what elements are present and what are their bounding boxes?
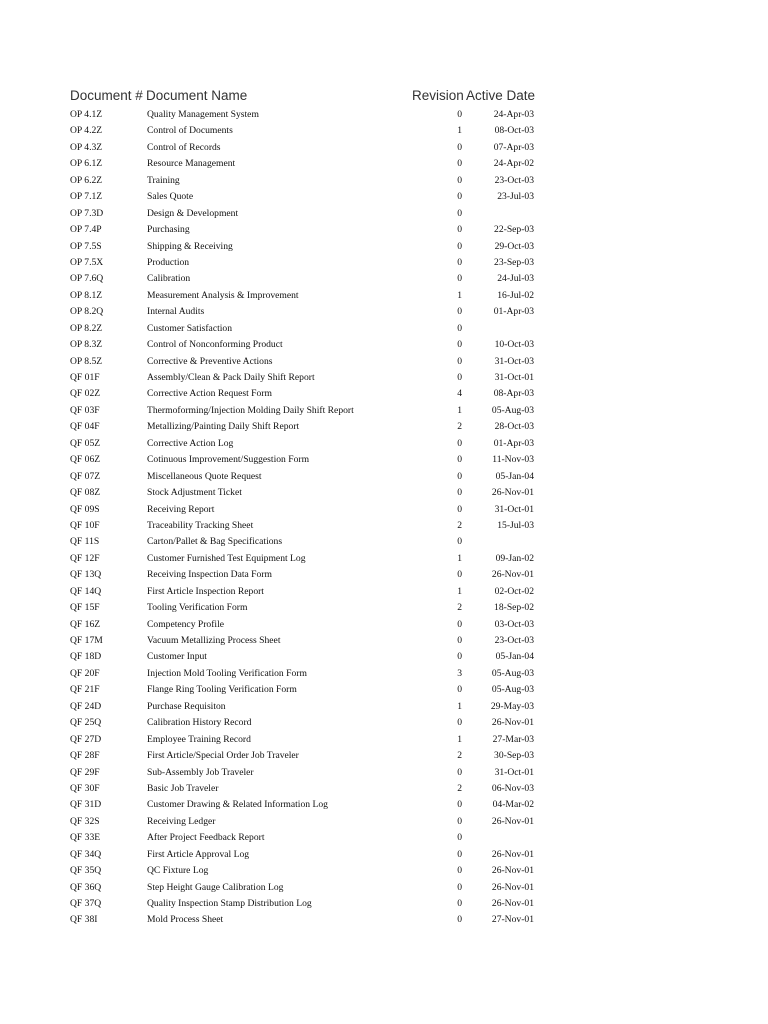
cell-revision: 0 [457,322,462,334]
cell-active-date: 24-Apr-02 [493,158,534,170]
cell-revision: 0 [457,191,462,203]
header-document-number: Document # [70,88,143,103]
table-row [0,880,768,896]
cell-revision: 1 [457,552,462,564]
cell-document-number: OP 8.1Z [70,289,103,301]
table-row [0,370,768,386]
cell-document-number: QF 24D [70,700,102,712]
cell-active-date: 26-Nov-01 [491,717,534,729]
cell-document-number: OP 4.3Z [70,141,103,153]
cell-active-date: 08-Oct-03 [494,125,534,137]
cell-document-number: QF 10F [70,519,100,531]
cell-active-date: 05-Jan-04 [495,651,534,663]
cell-active-date: 11-Nov-03 [492,454,534,466]
cell-document-name: Purchase Requisiton [147,700,226,712]
cell-revision: 1 [457,125,462,137]
cell-document-number: QF 01F [70,372,100,383]
cell-active-date: 26-Nov-01 [491,815,534,827]
cell-document-number: QF 25Q [70,717,102,729]
cell-document-number: OP 8.2Q [70,306,104,318]
table-row [0,140,768,156]
cell-revision: 0 [457,684,462,696]
cell-revision: 3 [457,667,462,679]
cell-revision: 0 [457,536,462,548]
table-row [0,403,768,419]
cell-revision: 0 [457,898,462,909]
cell-document-number: QF 18D [70,651,102,663]
table-row [0,239,768,255]
cell-revision: 0 [457,339,462,351]
table-row [0,156,768,172]
cell-active-date: 27-Mar-03 [492,733,534,745]
cell-active-date: 26-Nov-01 [491,865,534,877]
cell-document-name: Corrective Action Request Form [147,388,272,400]
cell-revision: 0 [457,273,462,285]
table-row [0,452,768,468]
cell-document-number: QF 16Z [70,618,101,630]
cell-document-number: OP 4.2Z [70,125,103,137]
cell-active-date: 06-Nov-03 [491,782,534,794]
cell-active-date: 24-Jul-03 [497,273,534,285]
table-row [0,682,768,698]
cell-document-name: Customer Drawing & Related Information Log [147,799,328,811]
cell-document-name: Production [147,256,190,268]
cell-document-name: Sub-Assembly Job Traveler [147,766,254,778]
cell-document-name: Resource Management [147,158,236,170]
table-row [0,699,768,715]
cell-document-number: QF 31D [70,799,102,811]
cell-revision: 0 [457,306,462,318]
cell-active-date: 26-Nov-01 [491,898,534,909]
table-row [0,271,768,287]
table-row [0,584,768,600]
cell-active-date: 09-Jan-02 [495,552,534,564]
cell-active-date: 16-Jul-02 [497,289,534,301]
table-row [0,107,768,123]
cell-revision: 0 [457,109,462,120]
header-active-date: Active Date [466,88,536,103]
cell-document-number: QF 06Z [70,454,101,466]
cell-document-number: OP 8.3Z [70,339,103,351]
cell-active-date: 26-Nov-01 [491,848,534,860]
cell-document-number: QF 05Z [70,437,101,449]
cell-document-name: Traceability Tracking Sheet [147,519,254,531]
cell-document-name: Internal Audits [147,306,205,318]
cell-document-name: Metallizing/Painting Daily Shift Report [147,421,300,433]
cell-document-number: QF 21F [70,684,100,696]
cell-document-number: OP 6.1Z [70,158,103,170]
cell-document-number: QF 28F [70,750,100,762]
table-row [0,847,768,863]
cell-document-name: Calibration [147,273,191,285]
cell-active-date: 26-Nov-01 [491,569,534,581]
cell-revision: 1 [457,733,462,745]
cell-revision: 0 [457,881,462,893]
cell-document-number: OP 7.4P [70,224,102,236]
cell-revision: 0 [457,766,462,778]
cell-document-name: Receiving Report [147,503,215,515]
cell-active-date: 01-Apr-03 [493,306,534,318]
table-row [0,436,768,452]
table-row [0,123,768,139]
cell-document-number: QF 33E [70,832,101,844]
cell-document-name: Customer Input [147,651,207,663]
table-row [0,633,768,649]
cell-document-name: Training [147,174,180,186]
cell-active-date: 27-Nov-01 [491,914,534,926]
table-row [0,748,768,764]
table-row [0,797,768,813]
cell-revision: 2 [457,782,462,794]
table-row [0,518,768,534]
cell-document-number: QF 17M [70,635,103,646]
cell-revision: 0 [457,815,462,827]
cell-document-name: QC Fixture Log [147,865,209,877]
table-row [0,419,768,435]
cell-document-number: QF 37Q [70,898,102,909]
table-row [0,189,768,205]
cell-active-date: 05-Aug-03 [491,667,534,679]
cell-revision: 0 [457,635,462,646]
cell-document-name: Design & Development [147,207,239,219]
cell-document-number: OP 8.2Z [70,322,103,334]
cell-document-name: Carton/Pallet & Bag Specifications [147,536,283,548]
cell-document-number: OP 8.5Z [70,355,103,367]
cell-active-date: 10-Oct-03 [494,339,534,351]
table-row [0,206,768,222]
table-row [0,337,768,353]
cell-document-name: Receiving Inspection Data Form [147,569,272,581]
table-row [0,600,768,616]
cell-document-name: Vacuum Metallizing Process Sheet [147,635,281,646]
cell-active-date: 28-Oct-03 [494,421,534,433]
cell-document-number: QF 32S [70,815,100,827]
cell-document-number: OP 7.6Q [70,273,104,285]
table-row [0,732,768,748]
cell-revision: 0 [457,141,462,153]
cell-active-date: 05-Aug-03 [491,684,534,696]
cell-revision: 0 [457,865,462,877]
cell-document-number: QF 02Z [70,388,101,400]
cell-document-number: OP 7.5S [70,240,102,252]
cell-document-number: OP 6.2Z [70,174,103,186]
cell-document-name: First Article/Special Order Job Traveler [147,750,299,762]
cell-document-name: Receiving Ledger [147,815,216,827]
cell-revision: 0 [457,454,462,466]
cell-revision: 2 [457,519,462,531]
cell-revision: 1 [457,289,462,301]
cell-active-date: 23-Oct-03 [494,174,534,186]
cell-revision: 0 [457,799,462,811]
table-row [0,255,768,271]
cell-active-date: 26-Nov-01 [491,487,534,499]
table-row [0,567,768,583]
cell-active-date: 08-Apr-03 [493,388,534,400]
cell-document-number: QF 34Q [70,848,102,860]
table-row [0,666,768,682]
cell-document-name: Corrective & Preventive Actions [147,355,273,367]
cell-revision: 0 [457,174,462,186]
cell-document-name: Employee Training Record [147,733,251,745]
cell-document-number: QF 09S [70,503,100,515]
cell-revision: 0 [457,224,462,236]
cell-active-date: 22-Sep-03 [494,224,534,236]
cell-document-number: QF 30F [70,782,100,794]
cell-active-date: 04-Mar-02 [492,799,534,811]
table-row [0,814,768,830]
header-document-name: Document Name [146,88,248,103]
table-body [0,107,768,929]
cell-document-number: QF 38I [70,914,98,926]
cell-active-date: 31-Oct-01 [494,766,534,778]
cell-document-number: QF 11S [70,536,100,548]
cell-revision: 0 [457,618,462,630]
cell-active-date: 23-Oct-03 [494,635,534,646]
cell-document-name: Thermoforming/Injection Molding Daily Shift Report [147,404,354,416]
cell-document-name: Quality Inspection Stamp Distribution Log [147,898,312,909]
table-row [0,386,768,402]
table-row [0,715,768,731]
cell-document-number: OP 4.1Z [70,109,103,120]
cell-revision: 0 [457,437,462,449]
cell-document-number: QF 14Q [70,585,102,597]
cell-revision: 1 [457,585,462,597]
cell-document-name: Mold Process Sheet [147,914,224,926]
cell-document-name: Competency Profile [147,618,224,630]
cell-document-number: QF 20F [70,667,100,679]
cell-revision: 2 [457,421,462,433]
cell-revision: 0 [457,832,462,844]
table-row [0,765,768,781]
cell-active-date: 29-May-03 [490,700,534,712]
cell-document-name: Shipping & Receiving [147,240,233,252]
cell-document-name: Assembly/Clean & Pack Daily Shift Report [147,372,315,383]
cell-document-number: QF 36Q [70,881,102,893]
cell-document-number: OP 7.1Z [70,191,103,203]
cell-revision: 2 [457,750,462,762]
cell-active-date: 18-Sep-02 [494,602,534,614]
cell-document-name: Miscellaneous Quote Request [147,470,262,482]
cell-document-number: QF 15F [70,602,100,614]
cell-document-number: QF 27D [70,733,102,745]
cell-revision: 0 [457,651,462,663]
cell-document-name: Step Height Gauge Calibration Log [147,881,284,893]
cell-revision: 0 [457,207,462,219]
cell-active-date: 31-Oct-01 [494,372,534,383]
cell-document-name: After Project Feedback Report [147,832,265,844]
cell-revision: 1 [457,404,462,416]
cell-document-name: Control of Documents [147,125,233,137]
cell-active-date: 26-Nov-01 [491,881,534,893]
cell-document-name: Control of Records [147,141,221,153]
cell-active-date: 23-Jul-03 [497,191,534,203]
cell-revision: 1 [457,700,462,712]
cell-active-date: 30-Sep-03 [494,750,534,762]
cell-active-date: 02-Oct-02 [494,585,534,597]
table-row [0,912,768,928]
cell-document-name: Flange Ring Tooling Verification Form [147,684,297,696]
cell-active-date: 01-Apr-03 [493,437,534,449]
table-row [0,863,768,879]
cell-document-name: Stock Adjustment Ticket [147,487,242,499]
table-row [0,502,768,518]
cell-document-number: QF 13Q [70,569,102,581]
cell-document-name: Tooling Verification Form [147,602,248,614]
cell-document-name: Quality Management System [147,109,259,120]
table-row [0,649,768,665]
cell-active-date: 24-Apr-03 [493,109,534,120]
cell-revision: 0 [457,569,462,581]
table-row [0,830,768,846]
cell-active-date: 05-Aug-03 [491,404,534,416]
cell-revision: 2 [457,602,462,614]
cell-revision: 0 [457,717,462,729]
cell-revision: 0 [457,470,462,482]
cell-document-name: First Article Approval Log [147,848,250,860]
cell-active-date: 31-Oct-01 [494,503,534,515]
cell-document-number: OP 7.5X [70,256,104,268]
cell-document-name: First Article Inspection Report [147,585,264,597]
cell-document-name: Calibration History Record [147,717,252,729]
cell-document-name: Control of Nonconforming Product [147,339,283,351]
table-row [0,617,768,633]
cell-document-name: Sales Quote [147,191,194,203]
cell-document-name: Cotinuous Improvement/Suggestion Form [147,454,310,466]
table-row [0,288,768,304]
cell-revision: 0 [457,256,462,268]
cell-document-name: Customer Satisfaction [147,322,232,334]
table-row [0,551,768,567]
table-row [0,354,768,370]
cell-document-number: QF 03F [70,404,100,416]
cell-document-name: Purchasing [147,224,190,236]
cell-document-number: OP 7.3D [70,207,104,219]
table-row [0,781,768,797]
cell-document-number: QF 04F [70,421,100,433]
cell-active-date: 31-Oct-03 [494,355,534,367]
cell-revision: 0 [457,372,462,383]
table-row [0,304,768,320]
cell-active-date: 23-Sep-03 [494,256,534,268]
cell-active-date: 03-Oct-03 [494,618,534,630]
cell-revision: 0 [457,914,462,926]
table-row [0,173,768,189]
cell-revision: 0 [457,487,462,499]
cell-document-number: QF 08Z [70,487,101,499]
cell-document-name: Injection Mold Tooling Verification Form [147,667,307,679]
table-row [0,534,768,550]
cell-revision: 0 [457,240,462,252]
cell-document-name: Basic Job Traveler [147,782,219,794]
cell-active-date: 05-Jan-04 [495,470,534,482]
cell-document-number: QF 35Q [70,865,102,877]
cell-document-name: Corrective Action Log [147,437,234,449]
cell-document-name: Measurement Analysis & Improvement [147,289,299,301]
table-row [0,321,768,337]
table-row [0,896,768,912]
cell-document-number: QF 07Z [70,470,101,482]
header-revision: Revision [412,88,464,103]
table-row [0,222,768,238]
cell-active-date: 29-Oct-03 [494,240,534,252]
table-row [0,469,768,485]
cell-revision: 0 [457,355,462,367]
cell-revision: 4 [457,388,462,400]
cell-revision: 0 [457,503,462,515]
cell-document-name: Customer Furnished Test Equipment Log [147,552,306,564]
cell-revision: 0 [457,848,462,860]
cell-active-date: 15-Jul-03 [497,519,534,531]
cell-revision: 0 [457,158,462,170]
cell-active-date: 07-Apr-03 [493,141,534,153]
table-row [0,485,768,501]
cell-document-number: QF 12F [70,552,100,564]
cell-document-number: QF 29F [70,766,100,778]
